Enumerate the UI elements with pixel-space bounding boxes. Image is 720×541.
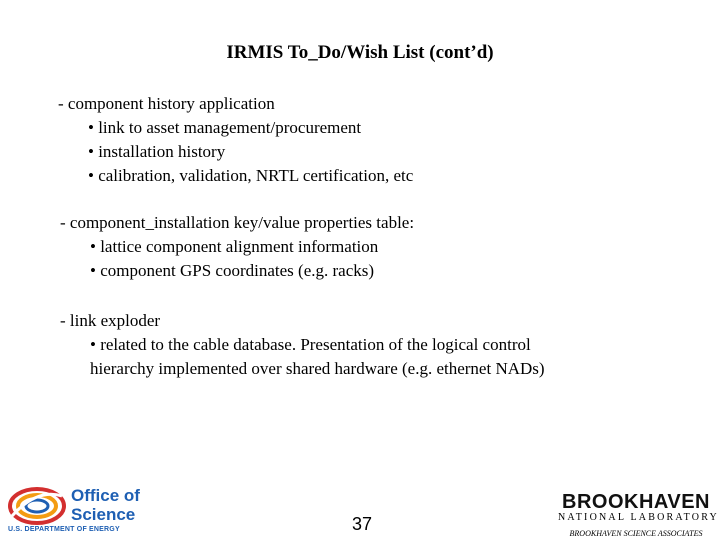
section-heading: - component history application bbox=[58, 94, 275, 113]
section-link-exploder bbox=[60, 309, 545, 381]
page-number: 37 bbox=[351, 514, 373, 534]
bullet-item: • calibration, validation, NRTL certification, etc bbox=[88, 166, 414, 185]
section-heading: - link exploder bbox=[60, 311, 161, 330]
bnl-assoc: BROOKHAVEN SCIENCE ASSOCIATES bbox=[569, 529, 703, 538]
doe-office-line2: Science bbox=[71, 505, 136, 524]
bullet-item: • lattice component alignment information bbox=[90, 237, 379, 256]
slide-title: IRMIS To_Do/Wish List (cont’d) bbox=[226, 42, 494, 63]
bullet-item: • link to asset management/procurement bbox=[88, 118, 362, 137]
doe-office-text bbox=[71, 486, 140, 524]
bullet-item: • related to the cable database. Presentation of the logical control bbox=[90, 335, 531, 354]
bullet-item: • installation history bbox=[88, 142, 226, 161]
section-component-history bbox=[58, 92, 413, 188]
bnl-name: BROOKHAVEN bbox=[562, 491, 710, 513]
doe-office-line1: Office of bbox=[71, 486, 140, 505]
brookhaven-logo bbox=[558, 491, 719, 541]
bullet-item: • component GPS coordinates (e.g. racks) bbox=[90, 261, 375, 280]
bnl-lab: NATIONAL LABORATORY bbox=[558, 512, 719, 523]
bullet-continuation: hierarchy implemented over shared hardware (e.g. ethernet NADs) bbox=[90, 359, 545, 378]
doe-office-of-science-logo bbox=[8, 486, 158, 534]
section-heading: - component_installation key/value properties table: bbox=[60, 213, 415, 232]
doe-swoosh-icon bbox=[8, 486, 66, 526]
doe-dept-text: U.S. DEPARTMENT OF ENERGY bbox=[8, 526, 120, 533]
section-properties-table bbox=[60, 211, 414, 283]
